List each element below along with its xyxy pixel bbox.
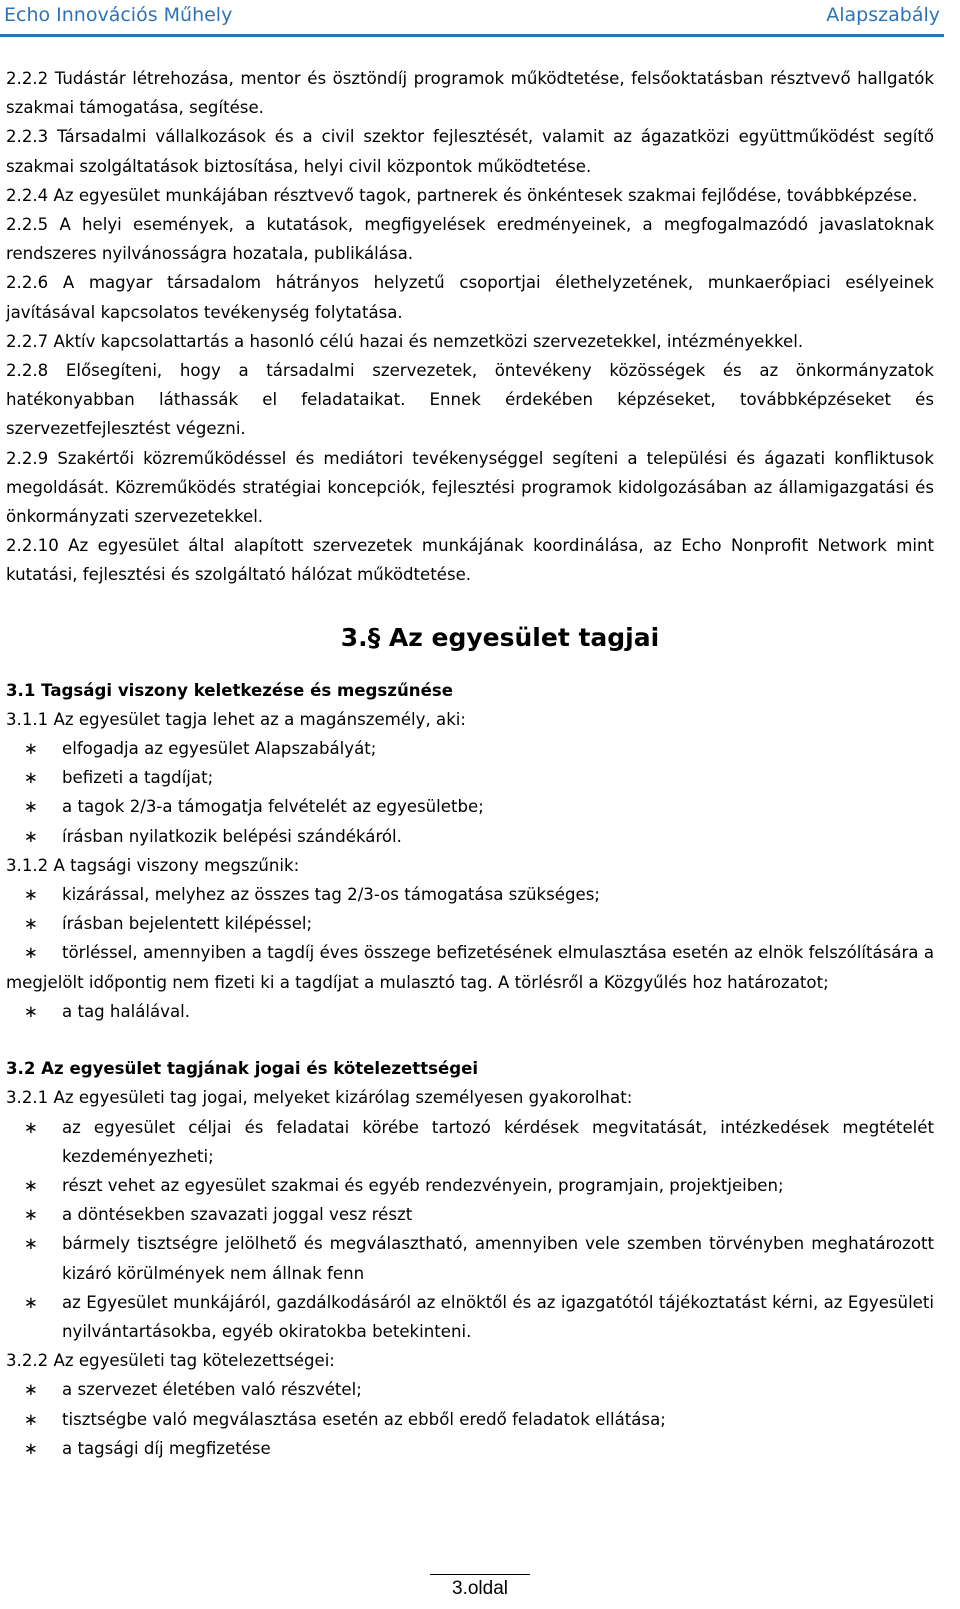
section-3-1-1-list xyxy=(6,734,934,851)
bullet-icon: ∗ xyxy=(24,1380,38,1400)
bullet-icon: ∗ xyxy=(24,1409,38,1429)
bullet-icon: ∗ xyxy=(24,1292,38,1312)
bullet-icon: ∗ xyxy=(24,826,38,846)
section-3-2-2-list xyxy=(6,1375,934,1463)
bullet-icon: ∗ xyxy=(24,1205,38,1225)
numbered-paragraph xyxy=(6,327,934,356)
page-header xyxy=(4,0,940,30)
list-item-text: részt vehet az egyesület szakmai és egyéb rendezvényein, programjain, projektjeiben; xyxy=(62,1175,784,1195)
list-item-text: a tagsági díj megfizetése xyxy=(62,1438,271,1458)
section-3-2-1-list xyxy=(6,1113,934,1347)
bullet-icon: ∗ xyxy=(24,1234,38,1254)
list-item-text: a tag halálával. xyxy=(62,1001,191,1021)
list-item-text: kizárással, melyhez az összes tag 2/3-os támogatása szükséges; xyxy=(62,885,600,905)
bullet-icon: ∗ xyxy=(24,885,38,905)
list-item xyxy=(6,1288,934,1346)
numbered-paragraph xyxy=(6,64,934,122)
bullet-icon: ∗ xyxy=(24,943,38,963)
section-3-1-2-last-list xyxy=(6,997,934,1026)
chapter-title-text: Az egyesület tagjai xyxy=(388,622,660,652)
section-3-1-2-wrapped-item xyxy=(6,938,934,996)
numbered-paragraph xyxy=(6,181,934,210)
list-item xyxy=(6,880,934,909)
list-item xyxy=(6,1434,934,1463)
paragraph-number: 2.2.8 xyxy=(6,361,49,381)
list-item xyxy=(6,1375,934,1404)
section-3-1-2-list xyxy=(6,880,934,938)
list-item-text: a szervezet életében való részvétel; xyxy=(62,1380,362,1400)
list-item xyxy=(6,1113,934,1171)
paragraph-text: A magyar társadalom hátrányos helyzetű csoportjai élethelyzetének, munkaerőpiaci esélyeinek javításával kapcsolatos tevékenység folytatása. xyxy=(6,273,934,322)
list-item-text: az egyesület céljai és feladatai körébe tartozó kérdések megvitatását, intézkedések megtételét kezdeményezheti; xyxy=(62,1117,934,1166)
header-divider xyxy=(0,34,944,37)
paragraph-number: 2.2.5 xyxy=(6,215,49,235)
section-2-2-paragraphs xyxy=(6,64,934,590)
paragraph-text: A helyi események, a kutatások, megfigyelések eredményeinek, a megfogalmazódó javaslatoknak rendszeres nyilvánosságra hozatala, publikálása. xyxy=(6,215,934,264)
list-item xyxy=(6,1200,934,1229)
paragraph-number: 2.2.9 xyxy=(6,448,49,468)
paragraph-text: Aktív kapcsolattartás a hasonló célú hazai és nemzetközi szervezetekkel, intézményekkel. xyxy=(48,331,804,351)
numbered-paragraph xyxy=(6,210,934,268)
paragraph-text: Elősegíteni, hogy a társadalmi szervezetek, öntevékeny közösségek és az önkormányzatok hatékonyabban láthassák el feladataikat. Ennek érdekében képzéseket, továbbképzéseket és szervezetfejlesztést végezni. xyxy=(6,361,934,439)
bullet-icon: ∗ xyxy=(24,797,38,817)
list-item-text: befizeti a tagdíjat; xyxy=(62,768,214,788)
list-item-text: bármely tisztségre jelölhető és megválasztható, amennyiben vele szemben törvényben meghatározott kizáró körülmények nem állnak fenn xyxy=(62,1234,934,1283)
section-3-2-2-intro: 3.2.2 Az egyesületi tag kötelezettségei: xyxy=(6,1351,335,1371)
bullet-icon: ∗ xyxy=(24,768,38,788)
list-item xyxy=(6,792,934,821)
paragraph-text: Az egyesület munkájában résztvevő tagok, partnerek és önkéntesek szakmai fejlődése, továbbképzése. xyxy=(48,185,918,205)
section-3-1-title: 3.1 Tagsági viszony keletkezése és megszűnése xyxy=(6,680,453,700)
list-item xyxy=(6,909,934,938)
list-item-text: írásban nyilatkozik belépési szándékáról. xyxy=(62,826,402,846)
numbered-paragraph xyxy=(6,122,934,180)
bullet-icon: ∗ xyxy=(24,1175,38,1195)
bullet-icon: ∗ xyxy=(24,1438,38,1458)
paragraph-text: Tudástár létrehozása, mentor és ösztöndíj programok működtetése, felsőoktatásban résztvevő hallgatók szakmai támogatása, segítése. xyxy=(6,69,934,118)
section-sign-icon: § xyxy=(367,622,381,652)
footer-divider xyxy=(430,1574,530,1575)
chapter-title xyxy=(6,620,934,656)
paragraph-text: Társadalmi vállalkozások és a civil szektor fejlesztését, valamit az ágazatközi együttműködést segítő szakmai szolgáltatások biztosítása, helyi civil központok működtetése. xyxy=(6,127,934,176)
paragraph-number: 2.2.6 xyxy=(6,273,49,293)
list-item-text: az Egyesület munkájáról, gazdálkodásáról az elnöktől és az igazgatótól tájékoztatást kérni, az Egyesületi nyilvántartásokba, egyéb okiratokba betekinteni. xyxy=(62,1292,934,1341)
numbered-paragraph xyxy=(6,531,934,589)
bullet-icon: ∗ xyxy=(24,1001,38,1021)
section-3-1-2-intro: 3.1.2 A tagsági viszony megszűnik: xyxy=(6,855,300,875)
list-item xyxy=(6,734,934,763)
list-item-text: a tagok 2/3-a támogatja felvételét az egyesületbe; xyxy=(62,797,484,817)
list-item xyxy=(6,1229,934,1287)
header-doc-title: Alapszabály xyxy=(826,4,940,26)
section-3-2-title: 3.2 Az egyesület tagjának jogai és kötelezettségei xyxy=(6,1059,479,1079)
paragraph-number: 2.2.10 xyxy=(6,536,59,556)
list-item xyxy=(6,1405,934,1434)
bullet-icon: ∗ xyxy=(24,914,38,934)
paragraph-number: 2.2.2 xyxy=(6,69,49,88)
section-3-2-1-intro: 3.2.1 Az egyesületi tag jogai, melyeket kizárólag személyesen gyakorolhat: xyxy=(6,1088,633,1108)
spacer xyxy=(6,1026,934,1054)
numbered-paragraph xyxy=(6,356,934,444)
numbered-paragraph xyxy=(6,444,934,532)
bullet-icon: ∗ xyxy=(24,1117,38,1137)
document-body xyxy=(6,64,934,1463)
paragraph-number: 2.2.4 xyxy=(6,185,49,205)
list-item xyxy=(6,997,934,1026)
list-item-text: törléssel, amennyiben a tagdíj éves összege befizetésének elmulasztása esetén az elnök felszólítására a megjelölt időpontig nem fizeti ki a tagdíjat a mulasztó tag. A törlésről a Közgyűlés hoz határozatot; xyxy=(6,943,934,992)
list-item xyxy=(6,763,934,792)
header-org-name: Echo Innovációs Műhely xyxy=(4,4,233,26)
list-item-text: tisztségbe való megválasztása esetén az ebből eredő feladatok ellátása; xyxy=(62,1409,666,1429)
page-number: 3.oldal xyxy=(452,1578,508,1599)
list-item xyxy=(6,822,934,851)
section-3-1-1-intro: 3.1.1 Az egyesület tagja lehet az a magánszemély, aki: xyxy=(6,709,466,729)
list-item xyxy=(6,1171,934,1200)
list-item-text: a döntésekben szavazati joggal vesz részt xyxy=(62,1205,413,1225)
paragraph-number: 2.2.3 xyxy=(6,127,49,147)
paragraph-number: 2.2.7 xyxy=(6,331,49,351)
list-item-text: írásban bejelentett kilépéssel; xyxy=(62,914,313,934)
numbered-paragraph xyxy=(6,268,934,326)
paragraph-text: Szakértői közreműködéssel és mediátori tevékenységgel segíteni a települési és ágazati konfliktusok megoldását. Közreműködés stratégiai koncepciók, fejlesztési programok kidolgozásában az államigazgatási és önkormányzati szervezetekkel. xyxy=(6,448,934,527)
chapter-number: 3. xyxy=(340,622,368,652)
bullet-icon: ∗ xyxy=(24,739,38,759)
list-item-text: elfogadja az egyesület Alapszabályát; xyxy=(62,739,377,759)
paragraph-text: Az egyesület által alapított szervezetek munkájának koordinálása, az Echo Nonprofit Network mint kutatási, fejlesztési és szolgáltató hálózat működtetése. xyxy=(6,536,934,585)
